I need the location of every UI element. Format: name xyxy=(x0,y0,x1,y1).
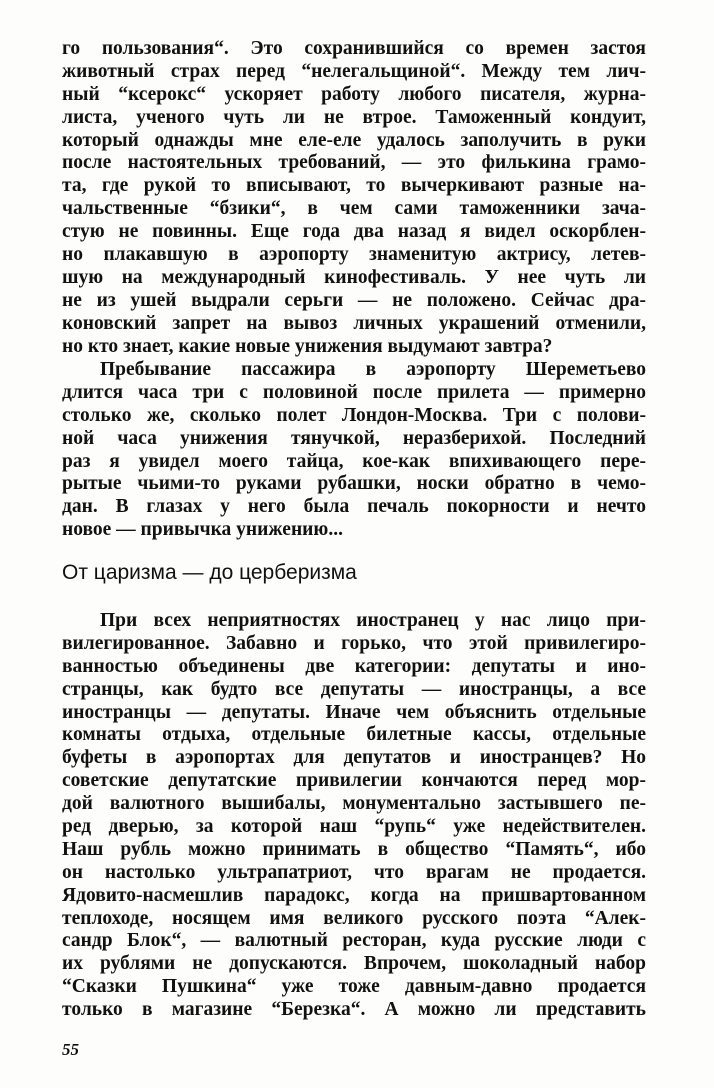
text-line: иностранцы — депутаты. Иначе чем объяснить отдельные xyxy=(62,701,646,723)
text-line: листа, ученого чуть ли не втрое. Таможенный кондуит, xyxy=(62,106,646,128)
text-line: который однажды мне еле-еле удалось заполучить в руки xyxy=(62,129,646,151)
paragraph-1 xyxy=(62,38,646,358)
text-line: ной часа унижения тянучкой, неразберихой. Последний xyxy=(62,427,646,449)
text-line: коновский запрет на вывоз личных украшений отменили, xyxy=(62,312,646,334)
page-number: 55 xyxy=(62,1040,79,1059)
text-line: го пользования“. Это сохранившийся со времен застоя xyxy=(62,38,646,59)
text-line: та, где рукой то вписывают, то вычеркивают разные на- xyxy=(62,175,646,197)
text-line: странцы, как будто все депутаты — иностранцы, а все xyxy=(62,678,646,700)
text-line: раз я увидел моего тайца, кое-как впихивающего пере- xyxy=(62,450,646,472)
text-line: длится часа три с половиной после прилета — примерно xyxy=(62,381,646,403)
text-line: дан. В глазах у него была печаль покорности и нечто xyxy=(62,496,646,518)
text-line: но плакавшую в аэропорту знаменитую актрису, летев- xyxy=(62,244,646,266)
text-line: комнаты отдыха, отдельные билетные кассы, отдельные xyxy=(62,724,646,746)
text-line: При всех неприятностях иностранец у нас лицо при- xyxy=(100,610,646,631)
text-line: вилегированное. Забавно и горько, что этой привилегиро- xyxy=(62,632,646,654)
text-line: рытые чьими-то руками рубашки, носки обратно в чемо- xyxy=(62,473,646,495)
text-line: животный страх перед “нелегальщиной“. Между тем лич- xyxy=(62,60,646,82)
text-line: но кто знает, какие новые унижения выдумают завтра? xyxy=(62,335,553,357)
paragraph-2 xyxy=(62,359,646,542)
text-line: дой валютного вышибалы, монументально застывшего пе- xyxy=(62,793,646,815)
text-line: ред дверью, за которой наш “рупь“ уже недействителен. xyxy=(62,816,646,838)
text-line: шую на международный кинофестиваль. У нее чуть ли xyxy=(62,266,646,288)
text-line: Пребывание пассажира в аэропорту Шереметьево xyxy=(100,359,646,380)
text-line: советские депутатские привилегии кончаются перед мор- xyxy=(62,770,646,792)
text-line: только в магазине “Березка“. А можно ли представить xyxy=(62,999,646,1021)
text-line: сандр Блок“, — валютный ресторан, куда русские люди с xyxy=(62,930,646,952)
section-heading: От царизма — до церберизма xyxy=(62,561,357,584)
text-line: ванностью объединены две категории: депутаты и ино- xyxy=(62,655,646,677)
text-line: теплоходе, носящем имя великого русского поэта “Алек- xyxy=(62,907,646,929)
text-line: Ядовито-насмешлив парадокс, когда на пришвартованном xyxy=(62,884,646,906)
text-line: он настолько ультрапатриот, что врагам не продается. xyxy=(62,861,646,883)
text-line: не из ушей выдрали серьги — не положено. Сейчас дра- xyxy=(62,289,646,311)
text-line: буфеты в аэропортах для депутатов и иностранцев? Но xyxy=(62,747,646,769)
text-line: “Сказки Пушкина“ уже тоже давным-давно продается xyxy=(62,976,646,998)
text-line: Наш рубль можно принимать в общество “Память“, ибо xyxy=(62,838,646,860)
text-line: после настоятельных требований, — это филькина грамо- xyxy=(62,152,646,174)
text-line: ный “ксерокс“ ускоряет работу любого писателя, журна- xyxy=(62,83,646,105)
text-line: новое — привычка унижению... xyxy=(62,519,343,541)
paragraph-3 xyxy=(62,610,646,1022)
text-line: чальственные “бзики“, в чем сами таможенники зача- xyxy=(62,198,646,220)
text-line: стую не повинны. Еще года два назад я видел оскорблен- xyxy=(62,221,646,243)
text-line: столько же, сколько полет Лондон-Москва. Три с полови- xyxy=(62,404,646,426)
text-line: их рублями не допускаются. Впрочем, шоколадный набор xyxy=(62,953,646,975)
